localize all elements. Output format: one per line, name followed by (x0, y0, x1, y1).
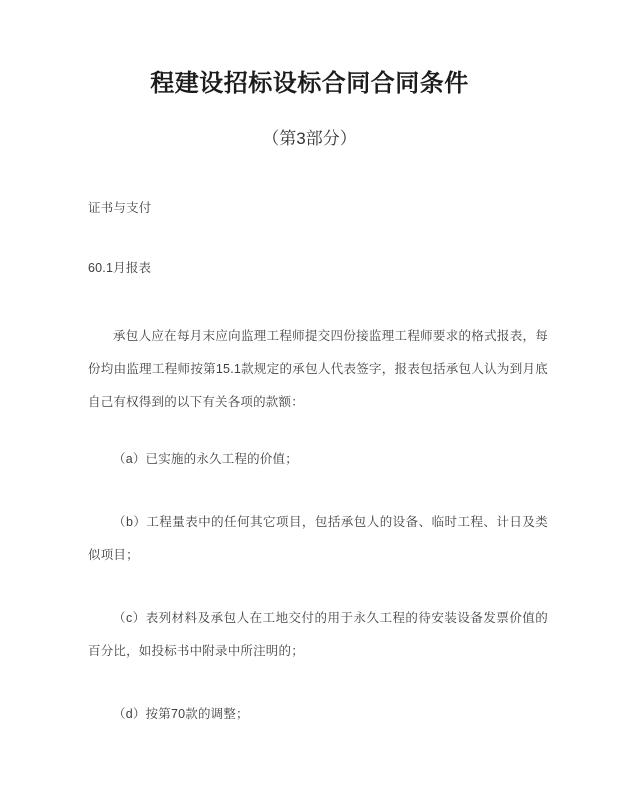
list-item-d: （d）按第70款的调整； (113, 707, 249, 721)
list-item-b: （b）工程量表中的任何其它项目，包括承包人的设备、临时工程、计日及类似项目； (88, 515, 548, 562)
list-item-a: （a）已实施的永久工程的价值； (113, 452, 298, 466)
clause-paragraph: 承包人应在每月末应向监理工程师提交四份接监理工程师要求的格式报表，每份均由监理工程师按第15.1款规定的承包人代表签字，报表包括承包人认为到月底自己有权得到的以下有关各项的款额： (88, 329, 548, 409)
clause-heading: 60.1月报表 (88, 261, 152, 275)
document-body (0, 192, 619, 731)
section-heading: 证书与支付 (88, 201, 152, 215)
list-item-c: （c）表列材料及承包人在工地交付的用于永久工程的待安装设备发票价值的百分比，如投标书中附录中所注明的； (88, 611, 548, 658)
document-title: 程建设招标设标合同合同条件 (150, 70, 469, 97)
document-subtitle: （第3部分） (262, 129, 357, 148)
